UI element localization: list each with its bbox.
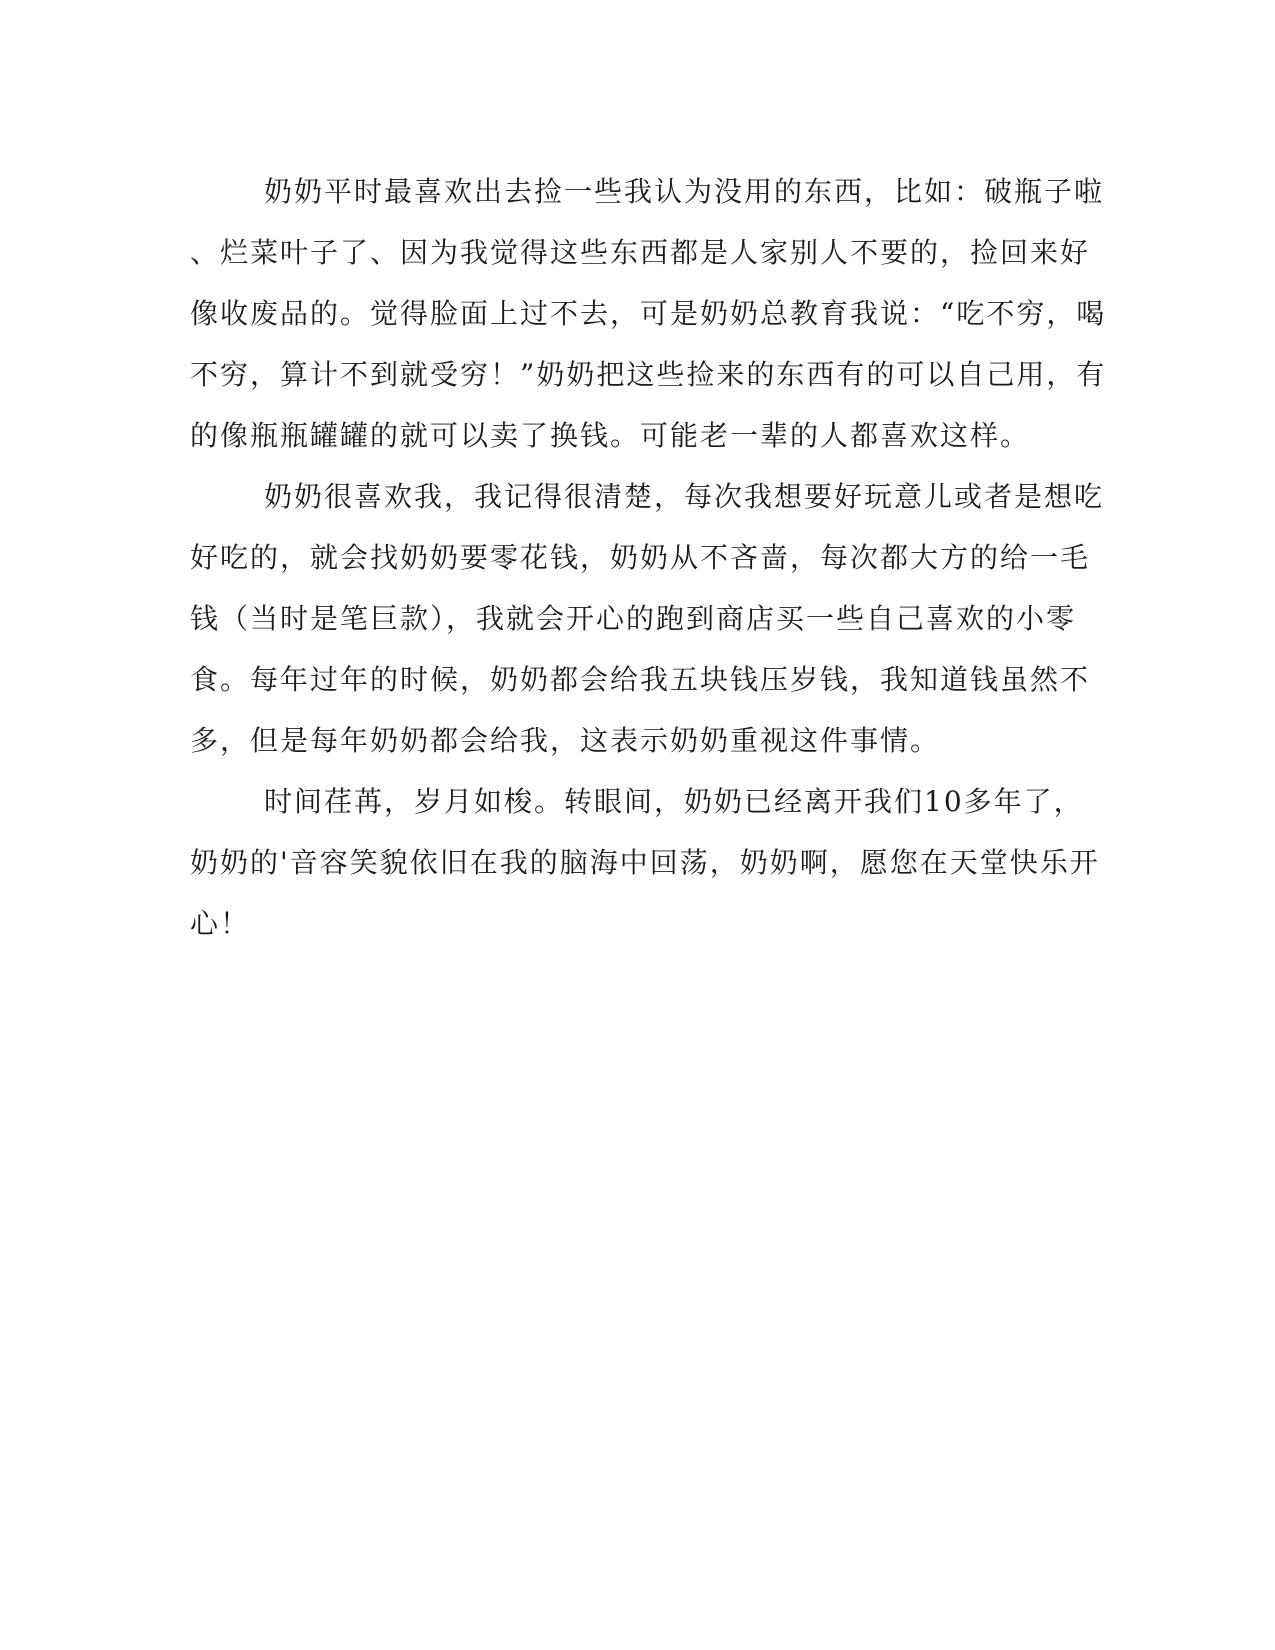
paragraph-2 — [190, 466, 1105, 771]
paragraph-2-line-4: 食。每年过年的时候，奶奶都会给我五块钱压岁钱，我知道钱虽然不 — [190, 663, 1091, 696]
paragraph-2-line-5: 多，但是每年奶奶都会给我，这表示奶奶重视这件事情。 — [190, 724, 941, 757]
paragraph-2-line-2: 好吃的，就会找奶奶要零花钱，奶奶从不吝啬，每次都大方的给一毛 — [190, 541, 1091, 574]
paragraph-1-line-1: 奶奶平时最喜欢出去捡一些我认为没用的东西，比如：破瓶子啦 — [264, 175, 1105, 208]
paragraph-1-line-2: 、烂菜叶子了、因为我觉得这些东西都是人家别人不要的，捡回来好 — [190, 236, 1091, 269]
paragraph-3 — [190, 771, 1100, 954]
paragraph-1-line-4: 不穷，算计不到就受穷！”奶奶把这些捡来的东西有的可以自己用，有 — [190, 358, 1107, 391]
paragraph-2-line-3: 钱（当时是笔巨款），我就会开心的跑到商店买一些自己喜欢的小零 — [190, 602, 1077, 635]
paragraph-3-line-1: 时间荏苒，岁月如梭。转眼间，奶奶已经离开我们10多年了， — [264, 785, 1084, 818]
paragraph-3-line-3: 心！ — [190, 907, 251, 940]
paragraph-2-line-1: 奶奶很喜欢我，我记得很清楚，每次我想要好玩意儿或者是想吃 — [264, 480, 1105, 513]
paragraph-1 — [190, 161, 1107, 466]
paragraph-1-line-5: 的像瓶瓶罐罐的就可以卖了换钱。可能老一辈的人都喜欢这样。 — [190, 419, 1031, 452]
essay-body — [190, 161, 1107, 954]
paragraph-1-line-3: 像收废品的。觉得脸面上过不去，可是奶奶总教育我说：“吃不穷，喝 — [190, 297, 1107, 330]
paragraph-3-line-2: 奶奶的'音容笑貌依旧在我的脑海中回荡，奶奶啊，愿您在天堂快乐开 — [190, 846, 1100, 879]
